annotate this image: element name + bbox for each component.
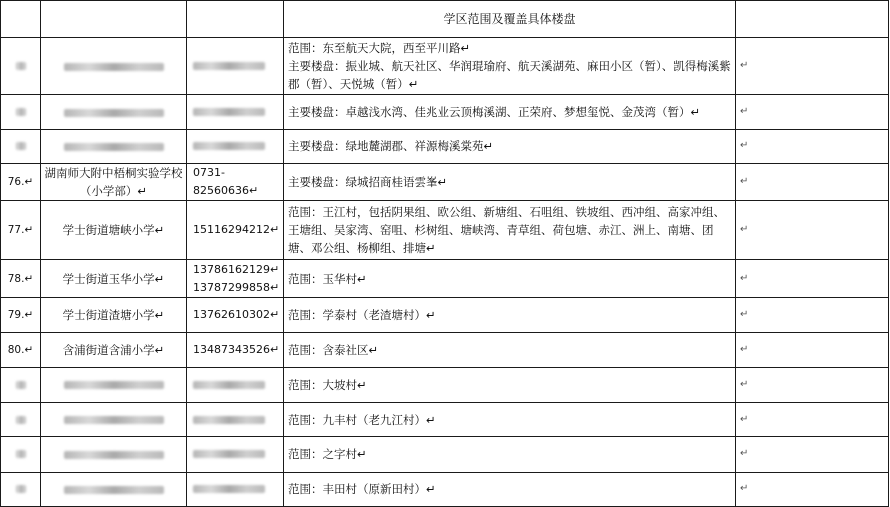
redacted-text <box>16 450 26 458</box>
district-area-cell: 范围：含泰社区↵ <box>284 333 736 367</box>
phone-cell <box>187 367 284 402</box>
table-row <box>1 129 889 163</box>
table-row <box>1 437 889 472</box>
redacted-text <box>193 108 265 116</box>
note-cell: ↵ <box>736 38 889 95</box>
phone-cell: 13487343526↵ <box>187 333 284 367</box>
district-area-cell: 范围：九丰村（老九江村）↵ <box>284 403 736 437</box>
phone-cell: 15116294212↵ <box>187 201 284 259</box>
note-cell: ↵ <box>736 472 889 506</box>
row-number-cell: 79.↵ <box>1 298 41 333</box>
school-name-cell <box>41 472 187 506</box>
table-row <box>1 298 889 333</box>
phone-cell: 0731-82560636↵ <box>187 164 284 201</box>
district-area-cell: 主要楼盘：卓越浅水湾、佳兆业云顶梅溪湖、正荣府、梦想玺悦、金茂湾（暂）↵ <box>284 95 736 129</box>
district-area-cell: 范围：王江村，包括阴果组、欧公组、新塘组、石咀组、铁坡组、西冲组、高家冲组、王塘组、吴家湾、窑咀、杉树组、塘峡湾、青草组、荷包塘、赤江、洲上、南塘、团塘、邓公组、杨柳组、排塘↵ <box>284 201 736 259</box>
table-row <box>1 333 889 367</box>
table-row <box>1 95 889 129</box>
redacted-text <box>193 62 265 70</box>
table-row <box>1 472 889 506</box>
redacted-text <box>64 143 164 151</box>
redacted-text <box>193 450 265 458</box>
row-number-cell <box>1 437 41 472</box>
note-cell: ↵ <box>736 333 889 367</box>
table-row <box>1 367 889 402</box>
school-name-cell <box>41 367 187 402</box>
district-area-cell: 范围：玉华村↵ <box>284 259 736 297</box>
note-cell: ↵ <box>736 298 889 333</box>
redacted-text <box>193 485 265 493</box>
redacted-text <box>193 381 265 389</box>
row-number-cell: 77.↵ <box>1 201 41 259</box>
phone-cell: 13786162129↵ 13787299858↵ <box>187 259 284 297</box>
redacted-text <box>64 63 164 71</box>
table-row <box>1 259 889 297</box>
note-cell: ↵ <box>736 95 889 129</box>
school-name-cell: 学士街道渣塘小学↵ <box>41 298 187 333</box>
header-note-cell <box>736 1 889 38</box>
table-row <box>1 164 889 201</box>
phone-cell <box>187 472 284 506</box>
table-header-row <box>1 1 889 38</box>
note-cell: ↵ <box>736 367 889 402</box>
district-area-cell: 范围：大坡村↵ <box>284 367 736 402</box>
table-row <box>1 201 889 259</box>
header-school-cell <box>41 1 187 38</box>
redacted-text <box>16 485 26 493</box>
redacted-text <box>193 142 265 150</box>
row-number-cell <box>1 367 41 402</box>
redacted-text <box>64 381 164 389</box>
note-cell: ↵ <box>736 259 889 297</box>
school-name-cell: 含浦街道含浦小学↵ <box>41 333 187 367</box>
note-cell: ↵ <box>736 129 889 163</box>
phone-cell <box>187 437 284 472</box>
district-area-cell: 主要楼盘：绿城招商桂语雲峯↵ <box>284 164 736 201</box>
school-name-cell: 湖南师大附中梧桐实验学校（小学部）↵ <box>41 164 187 201</box>
phone-cell <box>187 95 284 129</box>
header-phone-cell <box>187 1 284 38</box>
school-name-cell <box>41 437 187 472</box>
redacted-text <box>16 62 26 70</box>
row-number-cell <box>1 95 41 129</box>
redacted-text <box>16 416 26 424</box>
redacted-text <box>16 381 26 389</box>
header-area-cell: 学区范围及覆盖具体楼盘 <box>284 1 736 38</box>
district-area-cell: 范围：学泰村（老渣塘村）↵ <box>284 298 736 333</box>
row-number-cell <box>1 38 41 95</box>
redacted-text <box>64 451 164 459</box>
district-area-cell: 范围：之字村↵ <box>284 437 736 472</box>
redacted-text <box>16 108 26 116</box>
school-name-cell: 学士街道塘峡小学↵ <box>41 201 187 259</box>
redacted-text <box>64 486 164 494</box>
row-number-cell <box>1 472 41 506</box>
school-name-cell <box>41 129 187 163</box>
phone-cell: 13762610302↵ <box>187 298 284 333</box>
district-area-cell: 主要楼盘：绿地麓湖郡、祥源梅溪棠苑↵ <box>284 129 736 163</box>
note-cell: ↵ <box>736 164 889 201</box>
district-area-cell: 范围：丰田村（原新田村）↵ <box>284 472 736 506</box>
school-name-cell <box>41 95 187 129</box>
phone-cell <box>187 38 284 95</box>
row-number-cell: 78.↵ <box>1 259 41 297</box>
school-name-cell: 学士街道玉华小学↵ <box>41 259 187 297</box>
note-cell: ↵ <box>736 437 889 472</box>
redacted-text <box>193 416 265 424</box>
row-number-cell <box>1 403 41 437</box>
district-area-cell: 范围：东至航天大院，西至平川路↵ 主要楼盘：振业城、航天社区、华润琨瑜府、航天溪湖苑、麻田小区（暂）、凯得梅溪紫郡（暂）、天悦城（暂）↵ <box>284 38 736 95</box>
note-cell: ↵ <box>736 403 889 437</box>
header-no-cell <box>1 1 41 38</box>
school-name-cell <box>41 38 187 95</box>
phone-cell <box>187 403 284 437</box>
table-row <box>1 38 889 95</box>
note-cell: ↵ <box>736 201 889 259</box>
redacted-text <box>16 142 26 150</box>
phone-cell <box>187 129 284 163</box>
row-number-cell <box>1 129 41 163</box>
redacted-text <box>64 416 164 424</box>
table-row <box>1 403 889 437</box>
row-number-cell: 80.↵ <box>1 333 41 367</box>
row-number-cell: 76.↵ <box>1 164 41 201</box>
school-name-cell <box>41 403 187 437</box>
redacted-text <box>64 109 164 117</box>
